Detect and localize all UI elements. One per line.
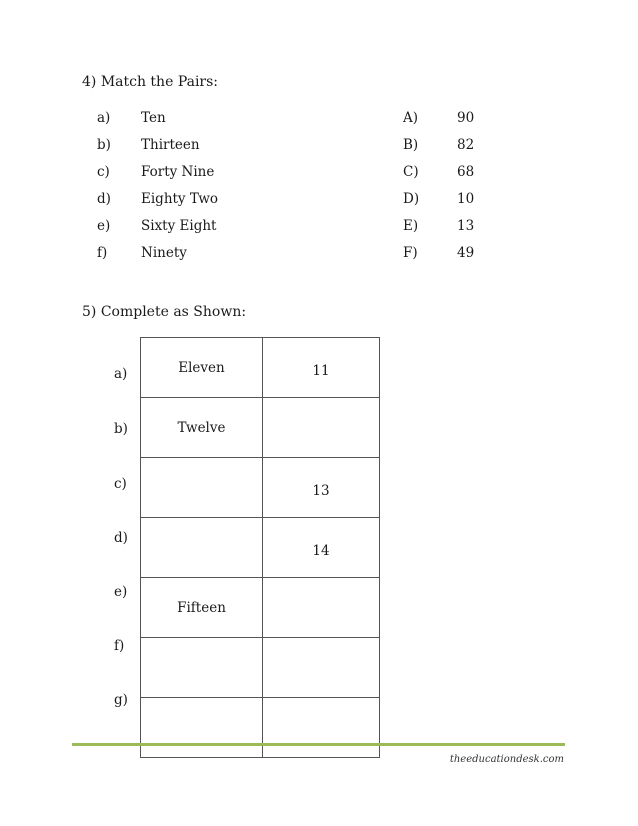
word-cell bbox=[141, 638, 263, 698]
row-letter: a) bbox=[114, 366, 128, 382]
left-item-key: a) bbox=[97, 110, 111, 126]
left-item-key: f) bbox=[97, 245, 108, 261]
left-item-key: c) bbox=[97, 164, 110, 180]
left-item-key: b) bbox=[97, 137, 111, 153]
right-item-value: 10 bbox=[457, 191, 475, 207]
table-row bbox=[141, 458, 380, 518]
table-row bbox=[141, 398, 380, 458]
right-item-key: E) bbox=[403, 218, 419, 234]
number-cell bbox=[263, 638, 380, 698]
left-item-text: Thirteen bbox=[141, 137, 200, 153]
right-item-key: B) bbox=[403, 137, 419, 153]
word-cell: Eleven bbox=[141, 338, 263, 398]
left-item-key: d) bbox=[97, 191, 111, 207]
left-item-text: Sixty Eight bbox=[141, 218, 217, 234]
complete-as-shown-table bbox=[140, 337, 380, 758]
number-cell bbox=[263, 698, 380, 758]
word-cell bbox=[141, 698, 263, 758]
question-5-title: 5) Complete as Shown: bbox=[82, 304, 247, 320]
table-row bbox=[141, 638, 380, 698]
table-row bbox=[141, 578, 380, 638]
left-item-key: e) bbox=[97, 218, 111, 234]
match-pair-row bbox=[0, 110, 638, 130]
left-item-text: Ten bbox=[141, 110, 166, 126]
number-cell bbox=[263, 398, 380, 458]
number-cell: 11 bbox=[263, 338, 380, 398]
word-cell bbox=[141, 458, 263, 518]
right-item-key: A) bbox=[403, 110, 419, 126]
right-item-value: 13 bbox=[457, 218, 475, 234]
right-item-value: 68 bbox=[457, 164, 475, 180]
right-item-key: F) bbox=[403, 245, 418, 261]
right-item-value: 90 bbox=[457, 110, 475, 126]
footer-site-link[interactable]: theeducationdesk.com bbox=[449, 754, 564, 765]
word-cell: Fifteen bbox=[141, 578, 263, 638]
left-item-text: Eighty Two bbox=[141, 191, 219, 207]
question-4-title: 4) Match the Pairs: bbox=[82, 74, 219, 90]
table-row bbox=[141, 338, 380, 398]
right-item-key: C) bbox=[403, 164, 419, 180]
number-cell bbox=[263, 578, 380, 638]
left-item-text: Ninety bbox=[141, 245, 187, 261]
number-cell: 14 bbox=[263, 518, 380, 578]
word-cell: Twelve bbox=[141, 398, 263, 458]
row-letter: g) bbox=[114, 692, 128, 708]
match-pair-row bbox=[0, 218, 638, 238]
footer-divider bbox=[72, 743, 565, 746]
row-letter: b) bbox=[114, 421, 128, 437]
right-item-value: 49 bbox=[457, 245, 475, 261]
match-pair-row bbox=[0, 191, 638, 211]
row-letter: e) bbox=[114, 584, 128, 600]
word-cell bbox=[141, 518, 263, 578]
left-item-text: Forty Nine bbox=[141, 164, 215, 180]
number-cell: 13 bbox=[263, 458, 380, 518]
right-item-key: D) bbox=[403, 191, 420, 207]
match-pair-row bbox=[0, 245, 638, 265]
table-row bbox=[141, 518, 380, 578]
row-letter: f) bbox=[114, 638, 125, 654]
row-letter: d) bbox=[114, 530, 128, 546]
match-pair-row bbox=[0, 137, 638, 157]
row-letter: c) bbox=[114, 476, 127, 492]
table-row bbox=[141, 698, 380, 758]
match-pair-row bbox=[0, 164, 638, 184]
right-item-value: 82 bbox=[457, 137, 475, 153]
